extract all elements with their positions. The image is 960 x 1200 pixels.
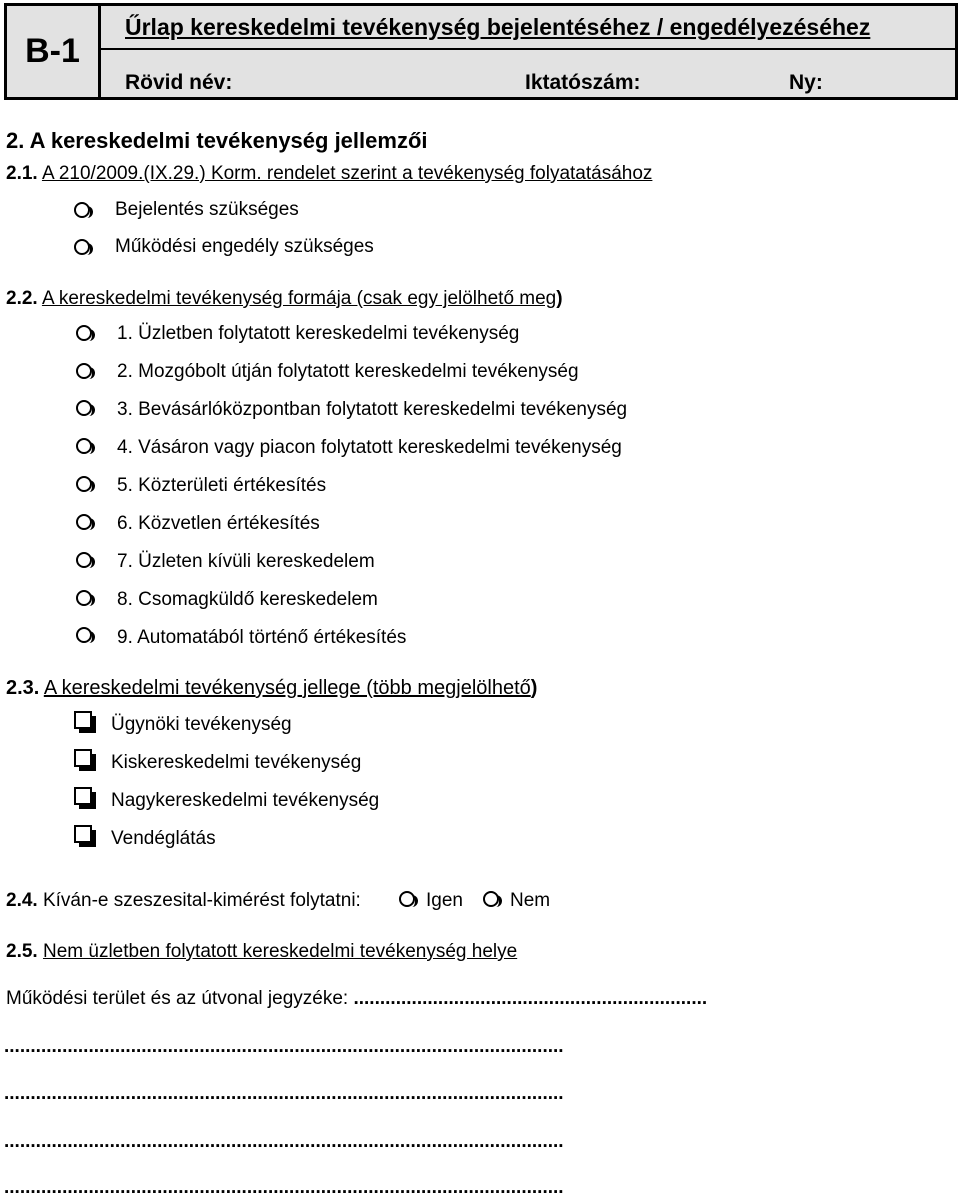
radio-icon[interactable] (76, 438, 92, 454)
radio-icon[interactable] (76, 627, 92, 643)
radio-icon[interactable] (74, 239, 90, 255)
option-label: 4. Vásáron vagy piacon folytatott kereskedelmi tevékenység (117, 437, 622, 458)
subsection-title: A 210/2009.(IX.29.) Korm. rendelet szerint a tevékenység folyatatásához (41, 163, 653, 184)
fill-line[interactable]: .......................................................................................................... (4, 1083, 564, 1104)
subsection-number: 2.2. (6, 288, 38, 309)
subsection-title: A kereskedelmi tevékenység jellege (több megjelölhető (43, 677, 531, 699)
radio-icon[interactable] (76, 400, 92, 416)
form-code: B-1 (7, 6, 101, 97)
option-label: Bejelentés szükséges (115, 199, 299, 220)
option-label: Ügynöki tevékenység (111, 714, 292, 735)
radio-icon[interactable] (74, 202, 90, 218)
checkbox-icon[interactable] (74, 825, 92, 843)
checkbox-icon[interactable] (74, 749, 92, 767)
subsection-number: 2.5. (6, 941, 38, 962)
operating-area-fill-line[interactable]: ................................................................... (353, 988, 708, 1009)
radio-icon[interactable] (76, 476, 92, 492)
fill-line[interactable]: .......................................................................................................... (4, 1177, 564, 1198)
radio-icon[interactable] (399, 891, 415, 907)
subsection-title: A kereskedelmi tevékenység formája (csak egy jelölhető meg (41, 288, 557, 309)
short-name-label: Rövid név: (125, 71, 233, 94)
option-label: 2. Mozgóbolt útján folytatott kereskedelmi tevékenység (117, 361, 579, 382)
subsection-close: ) (530, 677, 538, 699)
subsection-number: 2.3. (6, 677, 40, 699)
radio-icon[interactable] (76, 590, 92, 606)
radio-icon[interactable] (76, 514, 92, 530)
option-label: Nagykereskedelmi tevékenység (111, 790, 380, 811)
fill-line[interactable]: .......................................................................................................... (4, 1131, 564, 1152)
option-label: 6. Közvetlen értékesítés (117, 513, 320, 534)
subsection-2-4 (6, 890, 361, 912)
option-label: 7. Üzleten kívüli kereskedelem (117, 551, 375, 572)
option-label: 1. Üzletben folytatott kereskedelmi tevékenység (117, 323, 520, 344)
form-title: Űrlap kereskedelmi tevékenység bejelentéséhez / engedélyezéséhez (125, 14, 871, 40)
checkbox-icon[interactable] (74, 787, 92, 805)
subsection-2-2 (6, 288, 563, 310)
subsection-2-1 (6, 163, 652, 185)
option-label: Működési engedély szükséges (115, 236, 374, 257)
option-label: 3. Bevásárlóközpontban folytatott kereskedelmi tevékenység (117, 399, 628, 420)
radio-icon[interactable] (76, 552, 92, 568)
radio-icon[interactable] (483, 891, 499, 907)
option-label: Vendéglátás (111, 828, 216, 849)
fill-line[interactable]: .......................................................................................................... (4, 1036, 564, 1057)
radio-icon[interactable] (76, 363, 92, 379)
operating-area-row (6, 988, 707, 1010)
yes-label: Igen (426, 890, 463, 911)
subsection-2-5 (6, 941, 517, 963)
radio-icon[interactable] (76, 325, 92, 341)
form-header (4, 3, 958, 100)
reg-number-label: Iktatószám: (525, 71, 641, 94)
checkbox-icon[interactable] (74, 711, 92, 729)
alcohol-question: Kíván-e szeszesital-kimérést folytatni: (42, 890, 361, 911)
option-label: 5. Közterületi értékesítés (117, 475, 327, 496)
operating-area-label: Működési terület és az útvonal jegyzéke: (6, 988, 349, 1009)
option-label: Kiskereskedelmi tevékenység (111, 752, 362, 773)
no-label: Nem (510, 890, 551, 911)
subsection-2-3 (6, 677, 537, 700)
subsection-title: Nem üzletben folytatott kereskedelmi tevékenység helye (42, 941, 518, 962)
subsection-number: 2.1. (6, 163, 38, 184)
header-divider (101, 48, 955, 50)
option-label: 8. Csomagküldő kereskedelem (117, 589, 378, 610)
subsection-number: 2.4. (6, 890, 38, 911)
subsection-close: ) (556, 288, 563, 309)
option-label: 9. Automatából történő értékesítés (117, 627, 407, 648)
section-heading: 2. A kereskedelmi tevékenység jellemzői (6, 128, 428, 153)
ny-label: Ny: (789, 71, 823, 94)
